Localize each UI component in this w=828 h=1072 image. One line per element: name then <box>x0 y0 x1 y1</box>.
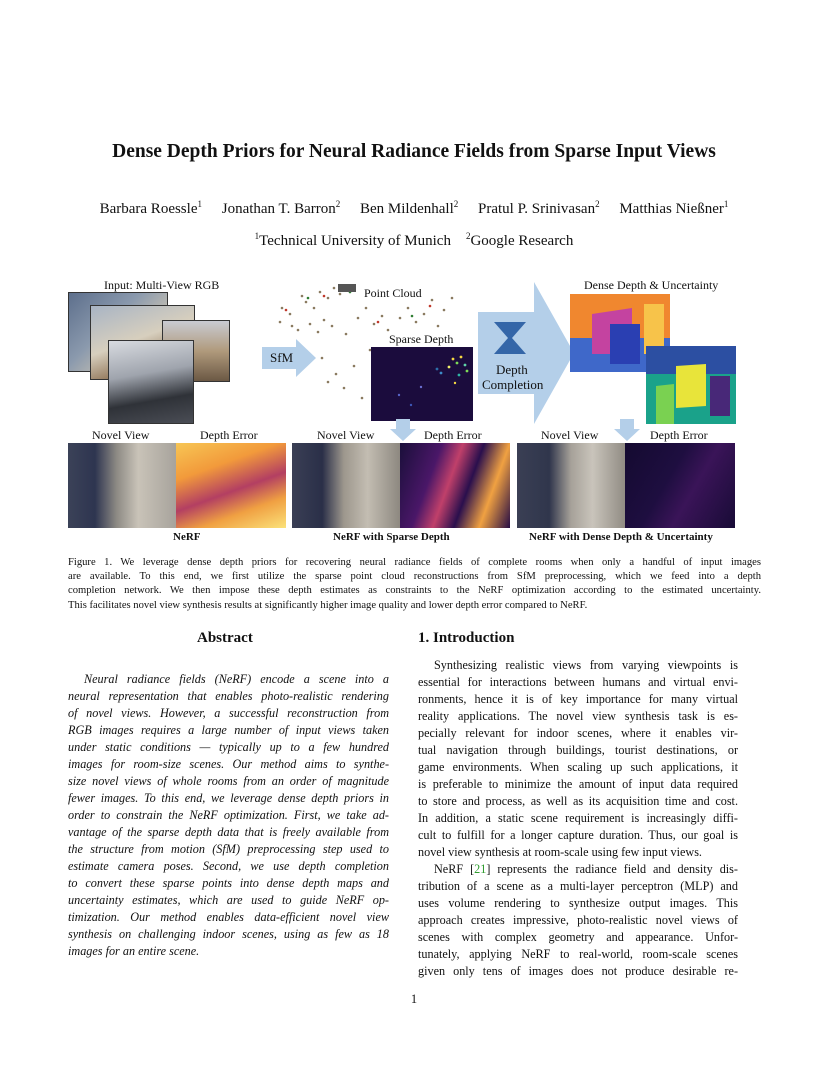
caption-line: Figure 1. We leverage dense depth priors for recovering neural radiance fields of complete rooms when only a handful of input images <box>68 557 761 568</box>
sfm-label: SfM <box>270 350 294 365</box>
page-number: 1 <box>410 992 418 1006</box>
author: Barbara Roessle$^1$ <box>99 199 202 217</box>
nerf-dense-caption: NeRF with Dense Depth & Uncertainty <box>529 531 713 543</box>
text-line: order to constrain the NeRF optimization. First, we take ad- <box>68 808 389 822</box>
text-line: essential for interactions between humans and virtual envi- <box>418 675 738 689</box>
text-line: RGB images requires a large number of input views taken <box>68 723 389 737</box>
novel-view-label: Novel View <box>317 428 375 442</box>
novel-view-label: Novel View <box>541 428 599 442</box>
author: Matthias Nießner$^1$ <box>619 199 729 217</box>
paper-title: Dense Depth Priors for Neural Radiance Fields from Sparse Input Views <box>112 141 716 162</box>
author-list <box>0 201 828 218</box>
text-line: to convert these sparse points into dense depth maps and <box>68 876 389 890</box>
text-line: ronments, hence it is of key importance for many virtual <box>418 692 738 706</box>
author: Pratul P. Srinivasan$^2$ <box>478 199 600 217</box>
author: Ben Mildenhall$^2$ <box>360 199 459 217</box>
text-line: neural representation that enables photo-realistic rendering <box>68 689 389 703</box>
sparse-novel-view-image <box>292 443 400 528</box>
text-line: tual navigation through buildings, tourist destinations, or <box>418 743 738 757</box>
text-line: the structure from motion (SfM) preprocessing step used to <box>68 842 389 856</box>
figure-caption <box>68 556 761 613</box>
text-line: reality applications. The novel view synthesis task is es- <box>418 709 738 723</box>
depth-completion-label: Completion <box>482 377 544 392</box>
text-line: novel view synthesis at room-scale using few input views. <box>418 845 702 859</box>
depth-error-label: Depth Error <box>650 428 708 442</box>
affiliation: $^1$Technical University of Munich <box>254 231 451 249</box>
text-line: scenes with complex geometry and appearance. Unfor- <box>418 930 738 944</box>
point-cloud-label: Point Cloud <box>364 286 422 300</box>
text-line: to store and process, as well as its acquisition time and cost. <box>418 794 738 808</box>
sparse-depth-label: Sparse Depth <box>389 332 454 346</box>
uncertainty-image <box>646 346 736 424</box>
text-line: images for an entire scene. <box>68 944 200 958</box>
text-line: images for room-size scenes. Our method aims to synthe- <box>68 757 389 771</box>
input-rgb-image-4 <box>108 340 194 424</box>
affiliations <box>0 233 828 250</box>
dense-depth-error-image <box>625 443 735 528</box>
text-line: fewer images. To this end, we leverage dense depth priors in <box>68 791 389 805</box>
nerf-sparse-caption: NeRF with Sparse Depth <box>333 531 450 543</box>
sparse-depth-error-image <box>400 443 510 528</box>
caption-line: completion network. We then impose these depth estimates as constraints to the NeRF optimization according to the estimated uncertainty. <box>68 585 761 597</box>
input-label: Input: Multi-View RGB <box>104 278 220 292</box>
intro-heading: 1. Introduction <box>418 630 515 646</box>
text-line: NeRF [21] represents the radiance field and density dis- <box>434 862 738 876</box>
affiliation: $^2$Google Research <box>465 231 574 249</box>
text-line: Neural radiance fields (NeRF) encode a scene into a <box>84 672 389 686</box>
text-line: tribution of a scene as a multi-layer perceptron (MLP) and <box>418 879 738 893</box>
text-line: approach creates impressive, photo-realistic novel views of <box>418 913 738 927</box>
depth-error-label: Depth Error <box>424 428 482 442</box>
text-line: cult to fulfill for a longer capture duration. Thus, our goal is <box>418 828 738 842</box>
text-line: size novel views of whole rooms from an order of magnitude <box>68 774 389 788</box>
caption-line: This facilitates novel view synthesis results at significantly higher image quality and lower depth error compared to NeRF. <box>68 599 588 611</box>
abstract-heading: Abstract <box>197 630 253 646</box>
caption-line: are available. To this end, we first utilize the sparse point cloud reconstructions from SfM preprocessing, which we feed into a depth <box>68 571 761 583</box>
text-line: uncertainty estimates, which are used to guide NeRF op- <box>68 893 389 907</box>
text-line: In addition, a static scene requirement is increasingly diffi- <box>418 811 738 825</box>
novel-view-label: Novel View <box>92 428 150 442</box>
depth-completion-label: Depth <box>496 362 528 377</box>
text-line: Synthesizing realistic views from varying viewpoints is <box>434 658 738 672</box>
text-line: vantage of the sparse depth data that is freely available from <box>68 825 389 839</box>
text-line: under static conditions — typically up to a few hundred <box>68 740 389 754</box>
text-line: is preferable to minimize the amount of input data required <box>418 777 738 791</box>
text-line: tunately, applying NeRF to real-world, room-scale scenes <box>418 947 738 961</box>
text-line: of novel views. However, a successful reconstruction from <box>68 706 389 720</box>
down-arrow-icon <box>614 419 640 441</box>
author: Jonathan T. Barron$^2$ <box>221 199 341 217</box>
citation-link[interactable]: 21 <box>474 862 487 876</box>
sparse-depth-image <box>371 347 473 421</box>
text-line: synthesis on challenging indoor scenes, using as few as 18 <box>68 927 389 941</box>
abstract-text <box>68 671 389 960</box>
dense-depth-label: Dense Depth & Uncertainty <box>584 278 719 292</box>
dense-novel-view-image <box>517 443 625 528</box>
nerf-novel-view-image <box>68 443 176 528</box>
text-line: game environments. When scaling up such applications, it <box>418 760 738 774</box>
text-line: uses volume rendering to synthesize output images. This <box>418 896 738 910</box>
nerf-depth-error-image <box>176 443 286 528</box>
text-line: timization. Our method enables data-efficient novel view <box>68 910 389 924</box>
intro-text <box>418 657 738 980</box>
text-line: given only tens of images does not produce desirable re- <box>418 964 738 978</box>
text-line: pecially relevant for indoor scenes, where it enables vir- <box>418 726 738 740</box>
depth-completion-arrow <box>478 282 574 424</box>
down-arrow-icon <box>390 419 416 441</box>
nerf-caption: NeRF <box>173 531 201 543</box>
depth-error-label: Depth Error <box>200 428 258 442</box>
text-line: estimate camera poses. Second, we use depth completion <box>68 859 389 873</box>
